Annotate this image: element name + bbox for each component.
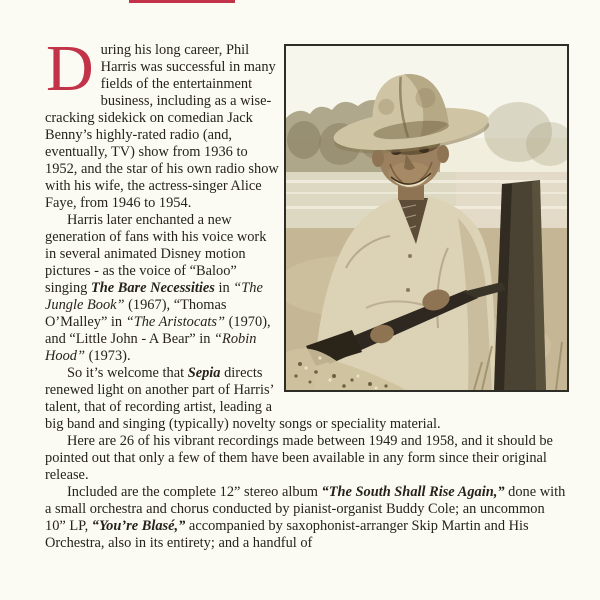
paragraph: Harris later enchanted a new generation of fans with his voice work in several animated Disney motion pictures - as the voice of “Baloo” singing The Bare Necessities in “The Jungle Book” (1967), “Thomas O’Malley” in “The Aristocats” (1970), and “Little John - A Bear” in “Robin Hood” (1973).	[45, 212, 271, 364]
paragraph: So it’s welcome that Sepia directs renewed light on another part of Harris’ talent, that of recording artist, leading a big band and singing (typically) novelty songs or speciality material.	[45, 365, 441, 432]
emphasized-text: The Bare Necessities	[90, 280, 215, 296]
photo-illustration	[286, 46, 567, 390]
paragraph: Here are 26 of his vibrant recordings made between 1949 and 1958, and it should be pointed out that only a few of them have been available in any form since their original release.	[45, 433, 553, 483]
emphasized-text: “You’re Blasé,”	[91, 518, 186, 534]
emphasized-text: “The South Shall Rise Again,”	[321, 484, 505, 500]
paragraph: Included are the complete 12” stereo album “The South Shall Rise Again,” done with a small orchestra and chorus conducted by pianist-organist Buddy Cole; an uncommon 10” LP, “You’re Blasé,” accompanied by saxophonist-arranger Skip Martin and His Orchestra, also in its entirety; and a handful of	[45, 484, 566, 551]
emphasized-text: “The Jungle Book”	[45, 280, 263, 313]
emphasized-text: Sepia	[187, 365, 221, 381]
emphasized-text: “Robin Hood”	[45, 331, 257, 364]
paragraph: During his long career, Phil Harris was successful in many fields of the entertainment business, including as a wise-cracking sidekick on comedian Jack Benny’s highly-rated radio (and, eventually, TV) show from 1936 to 1952, and the star of his own radio show with his wife, the actress-singer Alice Faye, from 1946 to 1954.	[45, 32, 279, 211]
dropcap-letter: D	[46, 32, 94, 105]
emphasized-text: “The Aristocats”	[125, 314, 226, 330]
phil-harris-photo	[284, 44, 569, 392]
